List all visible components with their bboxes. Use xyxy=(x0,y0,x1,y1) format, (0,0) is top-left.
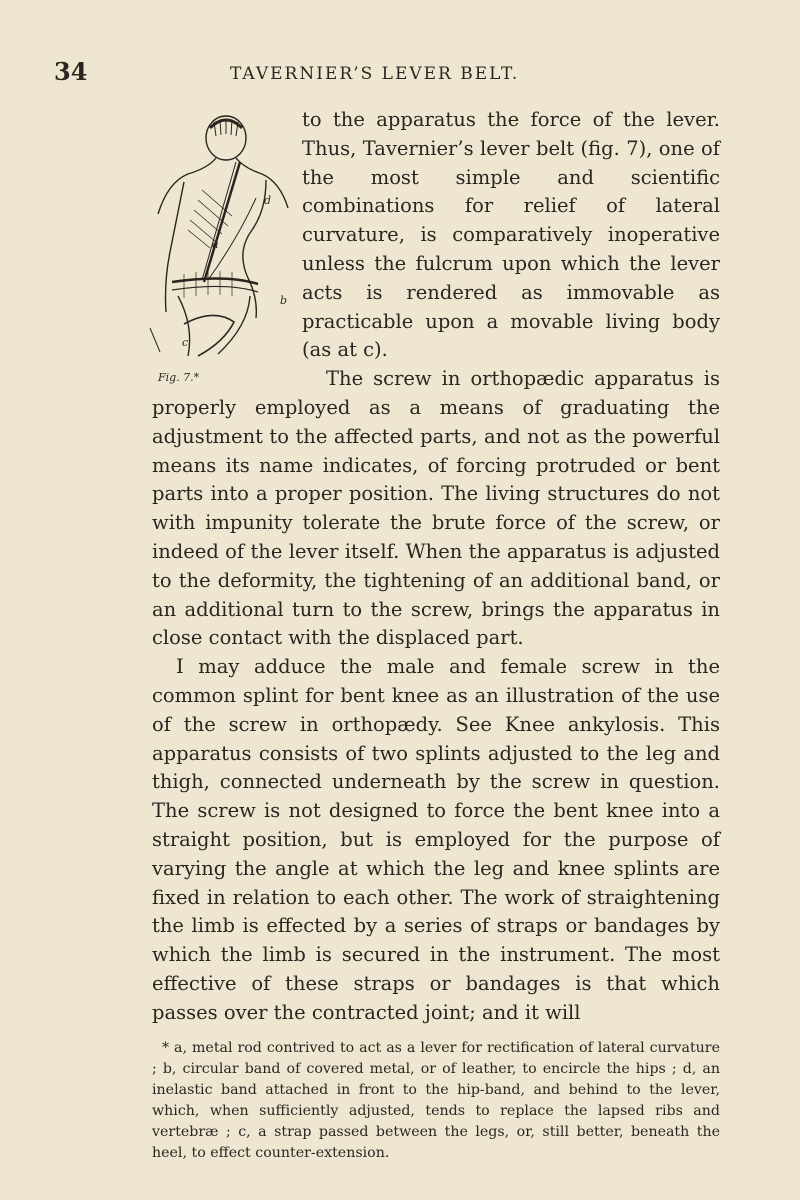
figure-7 xyxy=(144,110,294,384)
label-a: a xyxy=(212,238,219,251)
label-c: c xyxy=(182,336,189,349)
lever-rod xyxy=(204,162,240,282)
footnote: * a, metal rod contrived to act as a lever for rectification of lateral curvature ; b, circular band of covered metal, or of leather, to encircle the hips ; d, an inelastic band attached in front to the hip-band, and behind to the lever, which, when sufficiently adjusted, tends to replace the lapsed ribs and vertebræ ; c, a strap passed between the legs, or, still better, beneath the heel, to effect counter-extension. xyxy=(152,1039,720,1161)
figure-caption: Fig. 7.* xyxy=(158,371,200,384)
paragraph-2: The screw in orthopædic apparatus is properly employed as a means of graduating the adjustment to the affected parts, and not as the powerful means its name indicates, of forcing protruded or bent parts into a proper position. The living structures do not with impunity tolerate the brute force of the screw, or indeed of the lever itself. When the apparatus is adjusted to the deformity, the tightening of an additional band, or an additional turn to the screw, brings the apparatus in close contact with the displaced part. xyxy=(152,367,720,650)
lever-belt-illustration xyxy=(144,110,294,362)
page-body xyxy=(152,106,720,1164)
paragraph-3: I may adduce the male and female screw in the common splint for bent knee as an illustration of the use of the screw in orthopædy. See Knee ankylosis. This apparatus consists of two splints adjusted to the leg and thigh, connected underneath by the screw in question. The screw is not designed to force the bent knee into a straight position, but is employed for the purpose of varying the angle at which the leg and knee splints are fixed in relation to each other. The work of straightening the limb is effected by a series of straps or bandages by which the limb is secured in the instrument. The most effective of these straps or bandages is that which passes over the contracted joint; and it will xyxy=(152,655,720,1024)
leg-strap xyxy=(184,315,234,356)
hip-band xyxy=(172,278,258,284)
label-b: b xyxy=(280,294,288,307)
label-d: d xyxy=(264,194,272,207)
paragraph-1: to the apparatus the force of the lever. Thus, Tavernier’s lever belt (fig. 7), one of the most simple and scientific combinations for relief of lateral curvature, is comparatively inoperative unless the fulcrum upon which the lever acts is rendered as immovable as practicable upon a movable living body (as at c). xyxy=(302,108,720,362)
page-number: 34 xyxy=(54,57,88,86)
running-title: TAVERNIER’S LEVER BELT. xyxy=(230,64,520,84)
